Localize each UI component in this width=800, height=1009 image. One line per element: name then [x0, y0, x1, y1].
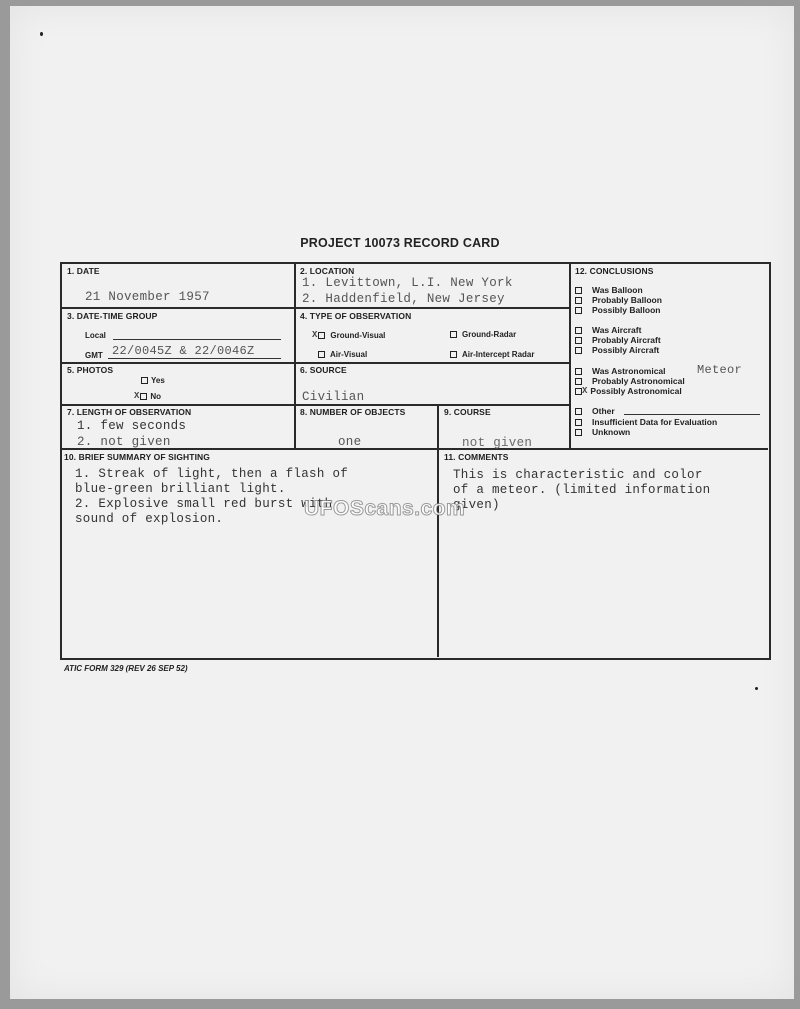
date-label: 1. DATE: [67, 266, 100, 276]
conclusion-text: Possibly Aircraft: [592, 345, 660, 355]
number-of-objects-value: one: [338, 435, 362, 449]
conclusion-text: Possibly Astronomical: [590, 386, 682, 396]
conclusion-text: Probably Balloon: [592, 295, 662, 305]
ground-visual-mark: X: [312, 330, 318, 340]
conclusion-text: Probably Astronomical: [592, 376, 685, 386]
conclusion-possibly-aircraft: [575, 345, 659, 355]
course-value: not given: [462, 436, 533, 450]
photos-no-checkbox: [140, 393, 147, 400]
length-line-1: 1. few seconds: [77, 419, 187, 433]
photos-no-text: No: [150, 391, 162, 401]
local-underline: [113, 339, 281, 340]
form-footer: ATIC FORM 329 (REV 26 SEP 52): [64, 664, 188, 673]
grid-line: [437, 404, 439, 657]
course-label: 9. COURSE: [444, 407, 491, 417]
photos-yes-option: [141, 376, 165, 385]
conclusion-probably-astronomical: [575, 376, 685, 386]
air-visual-checkbox: [318, 351, 325, 358]
conclusion-probably-balloon: [575, 295, 662, 305]
comments-label: 11. COMMENTS: [444, 452, 509, 462]
conclusion-checkbox: [575, 297, 582, 304]
possibly-astronomical-mark: X: [582, 386, 588, 396]
gmt-underline: [108, 358, 281, 359]
conclusion-checkbox: [575, 327, 582, 334]
conclusion-insufficient-data: [575, 417, 717, 427]
gmt-value: 22/0045Z & 22/0046Z: [112, 344, 255, 358]
conclusion-was-astronomical: [575, 366, 666, 376]
comments-line-3: given): [453, 498, 500, 512]
air-intercept-radar-option: [450, 350, 534, 359]
grid-line: [61, 362, 569, 364]
conclusion-unknown: [575, 427, 630, 437]
conclusion-checkbox: [575, 378, 582, 385]
grid-line: [61, 307, 569, 309]
conclusion-checkbox: [575, 368, 582, 375]
location-label: 2. LOCATION: [300, 266, 355, 276]
conclusion-text: Insufficient Data for Evaluation: [592, 417, 718, 427]
conclusion-checkbox: [575, 287, 582, 294]
conclusion-possibly-astronomical: [575, 386, 682, 396]
conclusion-checkbox: [575, 429, 582, 436]
other-underline: [624, 414, 760, 415]
conclusion-was-aircraft: [575, 325, 641, 335]
summary-line-4: sound of explosion.: [75, 512, 224, 526]
form-title: PROJECT 10073 RECORD CARD: [300, 236, 500, 250]
ground-visual-option: [312, 330, 385, 340]
photos-no-mark: X: [134, 391, 140, 401]
conclusion-text: Was Astronomical: [592, 366, 666, 376]
conclusions-label: 12. CONCLUSIONS: [575, 266, 654, 276]
ground-visual-text: Ground-Visual: [330, 330, 386, 340]
conclusion-checkbox: [575, 337, 582, 344]
conclusion-text: Other: [592, 406, 615, 416]
conclusion-probably-aircraft: [575, 335, 661, 345]
conclusion-text: Possibly Balloon: [592, 305, 661, 315]
grid-line: [61, 404, 569, 406]
photos-no-option: [134, 391, 161, 401]
photos-label: 5. PHOTOS: [67, 365, 114, 375]
conclusion-was-balloon: [575, 285, 643, 295]
gmt-label: GMT: [85, 351, 103, 360]
conclusion-other: [575, 406, 615, 416]
brief-summary-label: 10. BRIEF SUMMARY OF SIGHTING: [64, 452, 210, 462]
source-label: 6. SOURCE: [300, 365, 347, 375]
grid-line: [569, 263, 571, 449]
summary-line-2: blue-green brilliant light.: [75, 482, 286, 496]
conclusion-text: Probably Aircraft: [592, 335, 661, 345]
comments-line-2: of a meteor. (limited information: [453, 483, 711, 497]
location-line-1: 1. Levittown, L.I. New York: [302, 276, 513, 290]
conclusion-checkbox: [575, 307, 582, 314]
length-of-observation-label: 7. LENGTH OF OBSERVATION: [67, 407, 192, 417]
watermark: UFOScans.com: [304, 497, 466, 520]
air-intercept-radar-text: Air-Intercept Radar: [462, 350, 535, 359]
conclusion-checkbox: [575, 419, 582, 426]
location-line-2: 2. Haddenfield, New Jersey: [302, 292, 505, 306]
grid-line: [294, 263, 296, 449]
astronomical-note: Meteor: [697, 363, 743, 377]
conclusion-checkbox: [575, 388, 582, 395]
summary-line-1: 1. Streak of light, then a flash of: [75, 467, 349, 481]
ground-visual-checkbox: [318, 332, 325, 339]
scan-speck: [755, 687, 758, 690]
photos-yes-checkbox: [141, 377, 148, 384]
conclusion-checkbox: [575, 347, 582, 354]
scan-speck: [40, 32, 43, 36]
conclusion-checkbox: [575, 408, 582, 415]
ground-radar-checkbox: [450, 331, 457, 338]
conclusion-text: Was Aircraft: [592, 325, 642, 335]
length-line-2: 2. not given: [77, 435, 171, 449]
summary-line-3: 2. Explosive small red burst with: [75, 497, 333, 511]
air-visual-option: [318, 350, 367, 359]
photos-yes-text: Yes: [151, 376, 165, 385]
local-label: Local: [85, 331, 106, 340]
conclusion-text: Was Balloon: [592, 285, 643, 295]
source-value: Civilian: [302, 390, 365, 404]
ground-radar-option: [450, 330, 516, 339]
conclusion-possibly-balloon: [575, 305, 661, 315]
ground-radar-text: Ground-Radar: [462, 330, 517, 339]
conclusion-text: Unknown: [592, 427, 631, 437]
number-of-objects-label: 8. NUMBER OF OBJECTS: [300, 407, 406, 417]
air-visual-text: Air-Visual: [330, 350, 368, 359]
date-time-group-label: 3. DATE-TIME GROUP: [67, 311, 158, 321]
date-value: 21 November 1957: [85, 290, 210, 304]
comments-line-1: This is characteristic and color: [453, 468, 703, 482]
type-of-observation-label: 4. TYPE OF OBSERVATION: [300, 311, 412, 321]
air-intercept-radar-checkbox: [450, 351, 457, 358]
